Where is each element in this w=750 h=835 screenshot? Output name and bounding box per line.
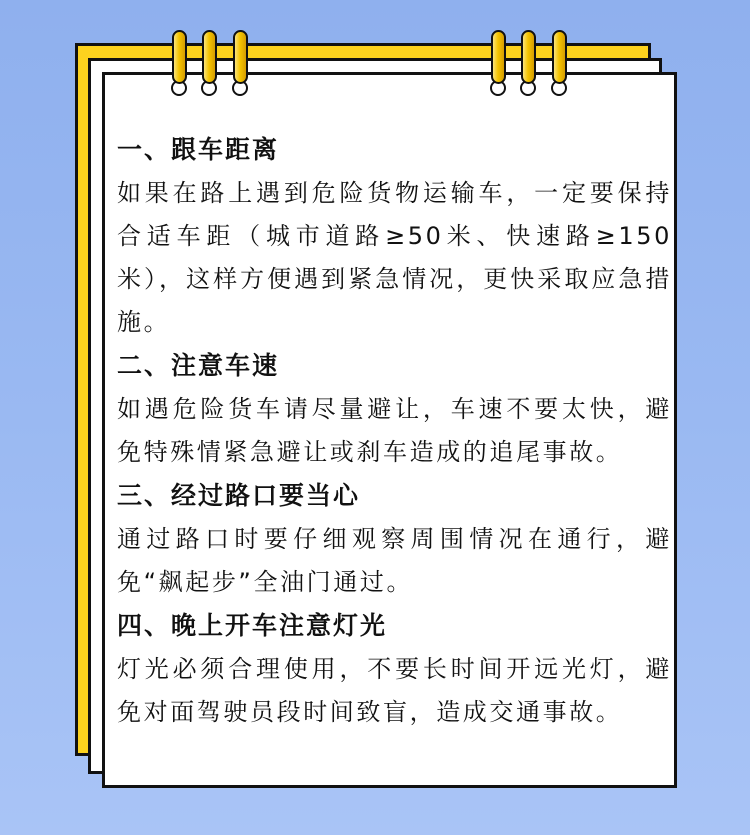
notepad-content <box>117 128 672 734</box>
section-following-distance <box>117 128 672 344</box>
binder-ring-icon <box>521 30 536 84</box>
section-body: 如遇危险货车请尽量避让，车速不要太快，避免特殊情紧急避让或刹车造成的追尾事故。 <box>117 395 672 466</box>
section-title: 一、跟车距离 <box>117 135 280 164</box>
section-intersection <box>117 474 672 604</box>
binder-ring-icon <box>552 30 567 84</box>
section-title: 三、经过路口要当心 <box>117 481 361 510</box>
section-body: 如果在路上遇到危险货物运输车，一定要保持合适车距（城市道路≥50米、快速路≥150米），这样方便遇到紧急情况，更快采取应急措施。 <box>117 179 672 336</box>
section-body: 灯光必须合理使用，不要长时间开远光灯，避免对面驾驶员段时间致盲，造成交通事故。 <box>117 655 672 726</box>
section-night-lights <box>117 604 672 734</box>
section-title: 二、注意车速 <box>117 351 280 380</box>
binder-ring-icon <box>202 30 217 84</box>
binder-ring-icon <box>491 30 506 84</box>
binder-ring-icon <box>233 30 248 84</box>
section-speed <box>117 344 672 474</box>
binder-ring-icon <box>172 30 187 84</box>
section-body: 通过路口时要仔细观察周围情况在通行，避免“飙起步”全油门通过。 <box>117 525 672 596</box>
section-title: 四、晚上开车注意灯光 <box>117 611 388 640</box>
